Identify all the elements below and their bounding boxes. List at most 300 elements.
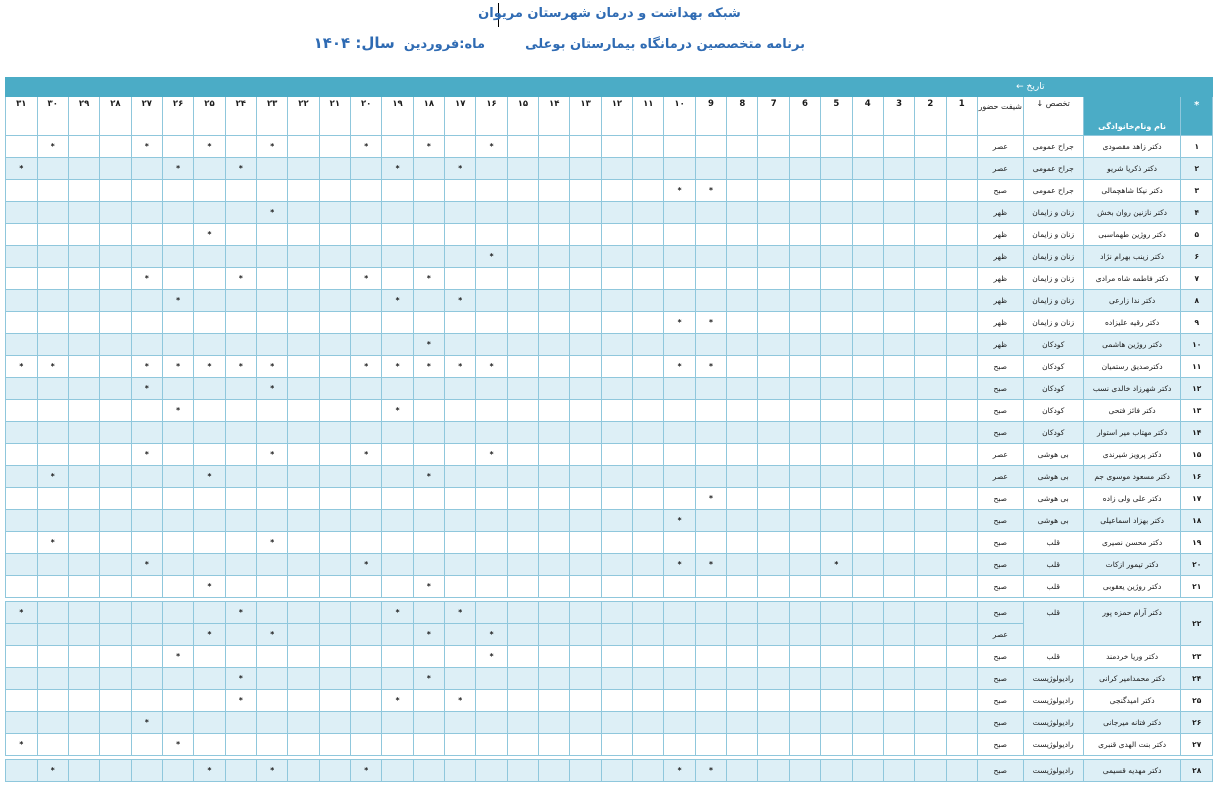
day-cell [100,624,131,646]
row-number: ۱۳ [1181,400,1213,422]
day-cell [319,760,350,782]
day-cell [915,602,946,624]
day-cell [946,136,977,158]
day-cell [100,422,131,444]
day-cell [852,290,883,312]
day-cell [507,646,538,668]
day-cell [162,488,193,510]
doctor-name: دکتر رقیه علیزاده [1083,312,1181,334]
day-cell [351,158,382,180]
day-cell [758,760,789,782]
day-cell [476,378,507,400]
day-mark: * [37,136,68,158]
day-cell [915,400,946,422]
day-mark: * [476,246,507,268]
day-cell [664,624,695,646]
day-cell [821,690,852,712]
day-cell [382,444,413,466]
day-cell [319,246,350,268]
day-cell [946,576,977,598]
table-row [6,180,1213,202]
day-cell [507,466,538,488]
day-cell [131,760,162,782]
day-cell [6,136,38,158]
day-cell [288,602,319,624]
day-cell [570,734,601,756]
table-row [6,158,1213,180]
day-cell [288,378,319,400]
day-cell [162,602,193,624]
day-cell [789,268,820,290]
day-cell [445,576,476,598]
day-cell [727,246,758,268]
doctor-name: دکتر فاطمه شاه مرادی [1083,268,1181,290]
day-cell [131,224,162,246]
column-header-row [6,97,1213,136]
day-cell [68,422,99,444]
day-cell [351,422,382,444]
day-cell [883,444,914,466]
day-cell [256,712,287,734]
day-cell [6,334,38,356]
day-cell [413,712,444,734]
day-mark: * [476,624,507,646]
day-cell [789,624,820,646]
day-cell [633,466,664,488]
day-mark: * [382,158,413,180]
day-cell [37,158,68,180]
day-cell [915,378,946,400]
day-cell [883,734,914,756]
row-number: ۱۲ [1181,378,1213,400]
day-cell [445,400,476,422]
day-cell [695,268,726,290]
day-cell [601,576,632,598]
day-cell [789,734,820,756]
day-cell [789,158,820,180]
day-cell [37,554,68,576]
day-cell [194,422,225,444]
day-cell [351,246,382,268]
day-cell [382,422,413,444]
doctor-specialty: قلب [1023,554,1083,576]
day-cell [194,532,225,554]
day-cell [915,532,946,554]
day-cell [852,734,883,756]
day-cell [507,136,538,158]
day-cell [727,444,758,466]
day-cell [256,180,287,202]
day-cell [351,690,382,712]
day-cell [539,668,570,690]
column-header-day: ۲۳ [256,97,287,136]
doctor-name: دکتر مسعود موسوی جم [1083,466,1181,488]
day-cell [507,668,538,690]
day-cell [37,646,68,668]
day-cell [946,734,977,756]
day-mark: * [194,760,225,782]
day-cell [131,532,162,554]
day-mark: * [131,356,162,378]
day-cell [100,180,131,202]
day-cell [601,646,632,668]
day-cell [727,158,758,180]
day-cell [570,488,601,510]
program-title: برنامه متخصصین درمانگاه بیمارستان بوعلی [525,37,805,52]
day-cell [601,624,632,646]
day-cell [601,422,632,444]
day-mark: * [131,444,162,466]
day-cell [695,334,726,356]
day-cell [946,760,977,782]
row-number: ۱۴ [1181,422,1213,444]
day-cell [852,554,883,576]
day-cell [256,690,287,712]
day-cell [131,668,162,690]
day-cell [664,444,695,466]
day-cell [789,712,820,734]
day-cell [131,180,162,202]
day-cell [915,510,946,532]
doctor-name: دکتر مهدیه قسیمی [1083,760,1181,782]
day-cell [821,712,852,734]
day-cell [319,290,350,312]
day-cell [225,246,256,268]
day-cell [256,334,287,356]
shift-value: صبح [977,690,1023,712]
column-header-day: 8 [727,97,758,136]
day-mark: * [695,488,726,510]
day-cell [539,246,570,268]
row-number: ۱۵ [1181,444,1213,466]
day-cell [695,246,726,268]
day-cell [288,422,319,444]
day-cell [633,668,664,690]
day-cell [256,466,287,488]
day-cell [162,312,193,334]
day-cell [507,602,538,624]
day-cell [319,532,350,554]
day-cell [664,646,695,668]
column-header-day: 6 [789,97,820,136]
day-cell [351,602,382,624]
day-cell [570,422,601,444]
day-cell [695,668,726,690]
day-cell [539,158,570,180]
day-cell [288,712,319,734]
day-cell [382,646,413,668]
day-cell [946,444,977,466]
day-cell [100,356,131,378]
day-cell [946,312,977,334]
day-mark: * [382,290,413,312]
day-cell [664,334,695,356]
day-cell [601,488,632,510]
day-cell [131,290,162,312]
day-cell [727,760,758,782]
day-cell [883,466,914,488]
day-cell [664,158,695,180]
day-cell [789,180,820,202]
day-mark: * [256,532,287,554]
day-cell [100,466,131,488]
day-mark: * [413,334,444,356]
day-cell [727,734,758,756]
day-cell [351,668,382,690]
doctor-name: دکتر ذکریا شریو [1083,158,1181,180]
day-cell [413,158,444,180]
day-cell [883,202,914,224]
day-cell [852,400,883,422]
day-cell [570,554,601,576]
day-mark: * [664,554,695,576]
day-cell [319,202,350,224]
day-cell [131,246,162,268]
day-cell [664,712,695,734]
day-cell [382,510,413,532]
day-cell [883,400,914,422]
shift-value: صبح [977,712,1023,734]
doctor-specialty: رادیولوژیست [1023,690,1083,712]
doctor-name: دکتر محمدامیر کرانی [1083,668,1181,690]
day-cell [476,312,507,334]
day-cell [633,760,664,782]
day-mark: * [413,624,444,646]
day-cell [664,268,695,290]
day-cell [758,690,789,712]
day-cell [162,180,193,202]
row-number: ۲۸ [1181,760,1213,782]
row-number: ۲۰ [1181,554,1213,576]
day-cell [633,246,664,268]
day-cell [413,602,444,624]
day-mark: * [131,554,162,576]
day-cell [570,532,601,554]
day-mark: * [695,554,726,576]
day-mark: * [256,136,287,158]
shift-value: صبح [977,602,1023,624]
shift-value: ظهر [977,312,1023,334]
day-cell [351,202,382,224]
day-cell [445,444,476,466]
day-cell [6,400,38,422]
day-cell [883,690,914,712]
day-mark: * [256,624,287,646]
day-cell [821,760,852,782]
day-cell [351,466,382,488]
doctor-name: دکتر وریا خردمند [1083,646,1181,668]
day-cell [758,290,789,312]
day-cell [758,202,789,224]
day-cell [413,734,444,756]
day-cell [256,158,287,180]
day-cell [601,312,632,334]
day-cell [131,734,162,756]
day-cell [413,400,444,422]
day-cell [946,624,977,646]
day-cell [131,576,162,598]
day-cell [758,554,789,576]
day-cell [225,180,256,202]
day-cell [727,602,758,624]
day-cell [789,646,820,668]
day-cell [570,576,601,598]
day-cell [476,576,507,598]
day-mark: * [256,378,287,400]
day-mark: * [194,466,225,488]
day-cell [288,334,319,356]
day-cell [351,624,382,646]
day-cell [413,378,444,400]
day-cell [351,334,382,356]
day-cell [382,268,413,290]
day-cell [413,180,444,202]
day-cell [507,734,538,756]
table-row [6,466,1213,488]
row-number: ۱۰ [1181,334,1213,356]
day-cell [288,668,319,690]
day-cell [664,136,695,158]
day-mark: * [225,158,256,180]
day-cell [6,422,38,444]
day-cell [68,466,99,488]
day-cell [225,760,256,782]
day-cell [194,268,225,290]
shift-value: ظهر [977,290,1023,312]
day-cell [695,466,726,488]
day-cell [695,400,726,422]
day-mark: * [194,136,225,158]
day-cell [727,356,758,378]
day-cell [37,202,68,224]
day-cell [883,356,914,378]
day-cell [445,554,476,576]
day-cell [507,444,538,466]
day-cell [633,554,664,576]
day-cell [852,158,883,180]
day-cell [539,646,570,668]
day-cell [915,760,946,782]
day-cell [915,712,946,734]
day-cell [633,602,664,624]
day-cell [445,378,476,400]
day-cell [6,576,38,598]
day-cell [288,466,319,488]
doctor-specialty: رادیولوژیست [1023,668,1083,690]
day-cell [225,224,256,246]
day-cell [883,180,914,202]
day-cell [664,378,695,400]
day-cell [758,180,789,202]
day-cell [6,646,38,668]
doctor-specialty: بی هوشی [1023,466,1083,488]
day-cell [727,668,758,690]
day-cell [37,488,68,510]
day-cell [288,624,319,646]
day-cell [727,488,758,510]
table-row [6,136,1213,158]
day-cell [789,668,820,690]
day-cell [946,290,977,312]
day-cell [664,532,695,554]
day-cell [351,224,382,246]
doctor-specialty: زنان و زایمان [1023,246,1083,268]
day-cell [633,488,664,510]
day-cell [695,422,726,444]
day-cell [727,378,758,400]
day-cell [288,646,319,668]
row-number: ۱۹ [1181,532,1213,554]
day-cell [382,576,413,598]
day-cell [570,136,601,158]
day-cell [100,202,131,224]
day-cell [695,444,726,466]
day-cell [946,378,977,400]
day-cell [695,378,726,400]
day-cell [883,668,914,690]
doctor-name: دکتر زاهد مقصودی [1083,136,1181,158]
day-cell [445,734,476,756]
day-cell [131,466,162,488]
day-cell [727,576,758,598]
day-cell [601,760,632,782]
day-cell [570,602,601,624]
day-cell [68,334,99,356]
day-cell [445,760,476,782]
row-number: ۲ [1181,158,1213,180]
day-cell [162,444,193,466]
day-cell [915,690,946,712]
day-cell [852,668,883,690]
day-cell [946,246,977,268]
row-number: ۸ [1181,290,1213,312]
day-cell [351,180,382,202]
table-row [6,510,1213,532]
day-cell [821,180,852,202]
day-cell [727,510,758,532]
day-cell [946,532,977,554]
day-cell [382,312,413,334]
day-cell [695,602,726,624]
day-cell [852,422,883,444]
day-cell [194,712,225,734]
day-mark: * [6,734,38,756]
shift-value: صبح [977,760,1023,782]
day-cell [100,488,131,510]
day-mark: * [351,356,382,378]
day-cell [946,488,977,510]
day-cell [351,532,382,554]
day-cell [445,312,476,334]
doctor-specialty: رادیولوژیست [1023,734,1083,756]
day-cell [852,602,883,624]
day-cell [382,532,413,554]
day-cell [821,202,852,224]
day-cell [664,422,695,444]
day-cell [100,532,131,554]
day-cell [445,136,476,158]
day-cell [758,400,789,422]
shift-value: صبح [977,646,1023,668]
day-cell [507,312,538,334]
day-cell [225,290,256,312]
doctor-name: دکتر شهرزاد خالدی نسب [1083,378,1181,400]
day-cell [727,624,758,646]
day-cell [758,624,789,646]
day-cell [507,356,538,378]
day-cell [413,246,444,268]
day-cell [351,290,382,312]
